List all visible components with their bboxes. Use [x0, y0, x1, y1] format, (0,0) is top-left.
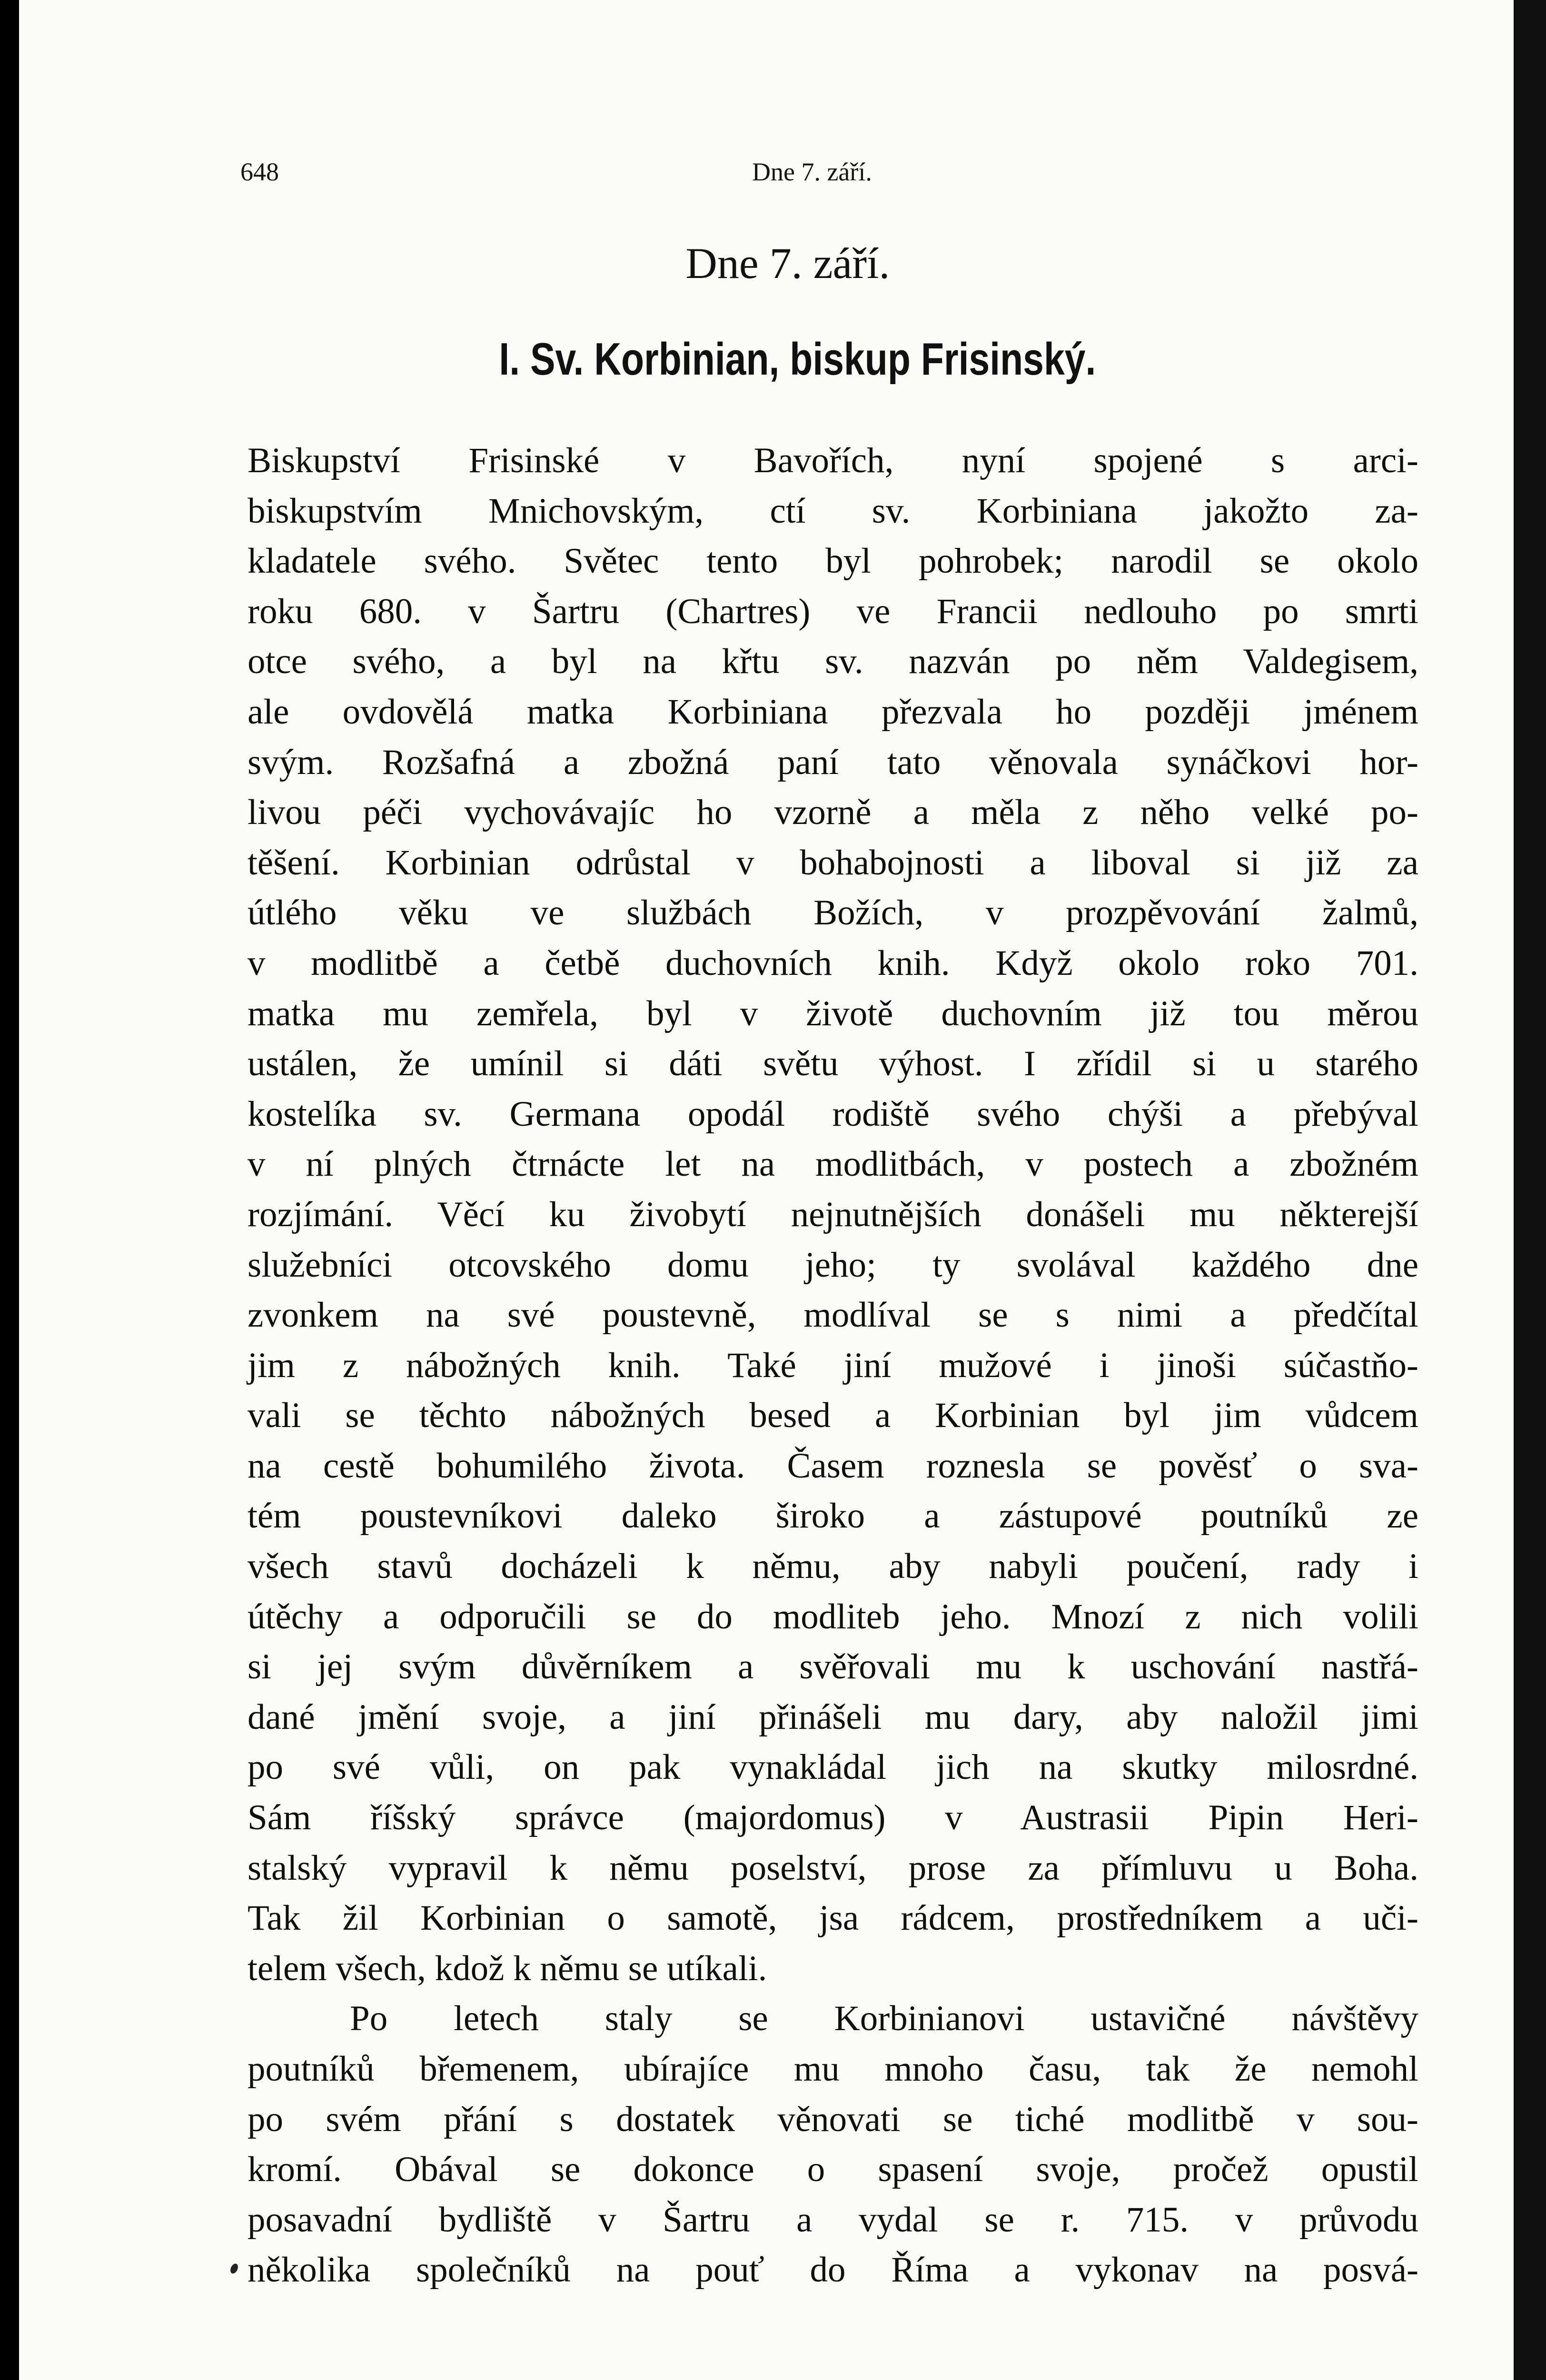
book-page [19, 0, 1514, 2380]
paragraph-1 [248, 436, 1418, 1993]
ink-speck [229, 2262, 239, 2275]
text-line: kladatele svého. Světec tento byl pohrobek; narodil se okolo [248, 541, 1418, 581]
text-line: zvonkem na své poustevně, modlíval se s nimi a předčítal [248, 1295, 1418, 1335]
text-line: těšení. Korbinian odrůstal v bohabojnosti a liboval si již za [248, 843, 1418, 883]
text-line: tém poustevníkovi daleko široko a zástupové poutníků ze [248, 1496, 1418, 1536]
text-line: ale ovdovělá matka Korbiniana přezvala ho později jménem [248, 692, 1418, 732]
text-line: služebníci otcovského domu jeho; ty svolával každého dne [248, 1245, 1418, 1285]
text-line: matka mu zemřela, byl v životě duchovním již tou měrou [248, 993, 1418, 1033]
text-line: po své vůli, on pak vynakládal jich na skutky milosrdné. [248, 1747, 1418, 1787]
text-line: ustálen, že umínil si dáti světu výhost. I zřídil si u starého [248, 1044, 1418, 1084]
text-line: roku 680. v Šartru (Chartres) ve Francii nedlouho po smrti [248, 591, 1418, 631]
text-line: v ní plných čtrnácte let na modlitbách, v postech a zbožném [248, 1144, 1418, 1184]
text-line: na cestě bohumilého života. Časem roznesla se pověsť o sva- [248, 1446, 1418, 1486]
text-line: rozjímání. Věcí ku živobytí nejnutnějších donášeli mu některejší [248, 1194, 1418, 1234]
article-title: I. Sv. Korbinian, biskup Frisinský. [499, 334, 1096, 385]
body-text [248, 436, 1418, 2295]
text-line: v modlitbě a četbě duchovních knih. Když okolo roko 701. [248, 943, 1418, 983]
text-line: posavadní bydliště v Šartru a vydal se r. 715. v průvodu [248, 2200, 1418, 2240]
text-line: biskupstvím Mnichovským, ctí sv. Korbiniana jakožto za- [248, 491, 1418, 531]
text-line: kostelíka sv. Germana opodál rodiště svého chýši a přebýval [248, 1094, 1418, 1134]
text-line: Po letech staly se Korbinianovi ustavičné návštěvy [350, 1999, 1418, 2039]
text-line: svým. Rozšafná a zbožná paní tato věnovala synáčkovi hor- [248, 742, 1418, 782]
text-line: všech stavů docházeli k němu, aby nabyli poučení, rady i [248, 1547, 1418, 1587]
text-line: vali se těchto nábožných besed a Korbinian byl jim vůdcem [248, 1396, 1418, 1436]
text-line: jim z nábožných knih. Také jiní mužové i jinoši súčastňo- [248, 1345, 1418, 1385]
text-line: livou péči vychovávajíc ho vzorně a měla z něho velké po- [248, 793, 1418, 833]
chapter-title: Dne 7. září. [685, 239, 890, 288]
text-line: Sám říšský správce (majordomus) v Austrasii Pipin Heri- [248, 1798, 1418, 1838]
text-line: útěchy a odporučili se do modliteb jeho. Mnozí z nich volili [248, 1597, 1418, 1636]
paragraph-2 [248, 1993, 1418, 2295]
text-line: Tak žil Korbinian o samotě, jsa rádcem, prostředníkem a uči- [248, 1898, 1418, 1938]
text-line: útlého věku ve službách Božích, v prozpěvování žalmů, [248, 893, 1418, 933]
scan-edge [1514, 0, 1546, 2380]
text-line: telem všech, kdož k němu se utíkali. [248, 1948, 767, 1988]
running-header [19, 157, 1514, 195]
text-line: otce svého, a byl na křtu sv. nazván po něm Valdegisem, [248, 642, 1418, 682]
text-line: kromí. Obával se dokonce o spasení svoje, pročež opustil [248, 2150, 1418, 2190]
running-title: Dne 7. září. [752, 158, 872, 186]
text-line: stalský vypravil k němu poselství, prose za přímluvu u Boha. [248, 1848, 1418, 1888]
text-line: poutníků břemenem, ubírajíce mu mnoho času, tak že nemohl [248, 2049, 1418, 2089]
text-line: několika společníků na pouť do Říma a vykonav na posvá- [248, 2250, 1418, 2290]
text-line: po svém přání s dostatek věnovati se tiché modlitbě v sou- [248, 2099, 1418, 2139]
text-line: Biskupství Frisinské v Bavořích, nyní spojené s arci- [248, 441, 1418, 480]
text-line: si jej svým důvěrníkem a svěřovali mu k uschování nastřá- [248, 1647, 1418, 1687]
text-line: dané jmění svoje, a jiní přinášeli mu dary, aby naložil jimi [248, 1697, 1418, 1737]
page-number: 648 [240, 158, 279, 186]
